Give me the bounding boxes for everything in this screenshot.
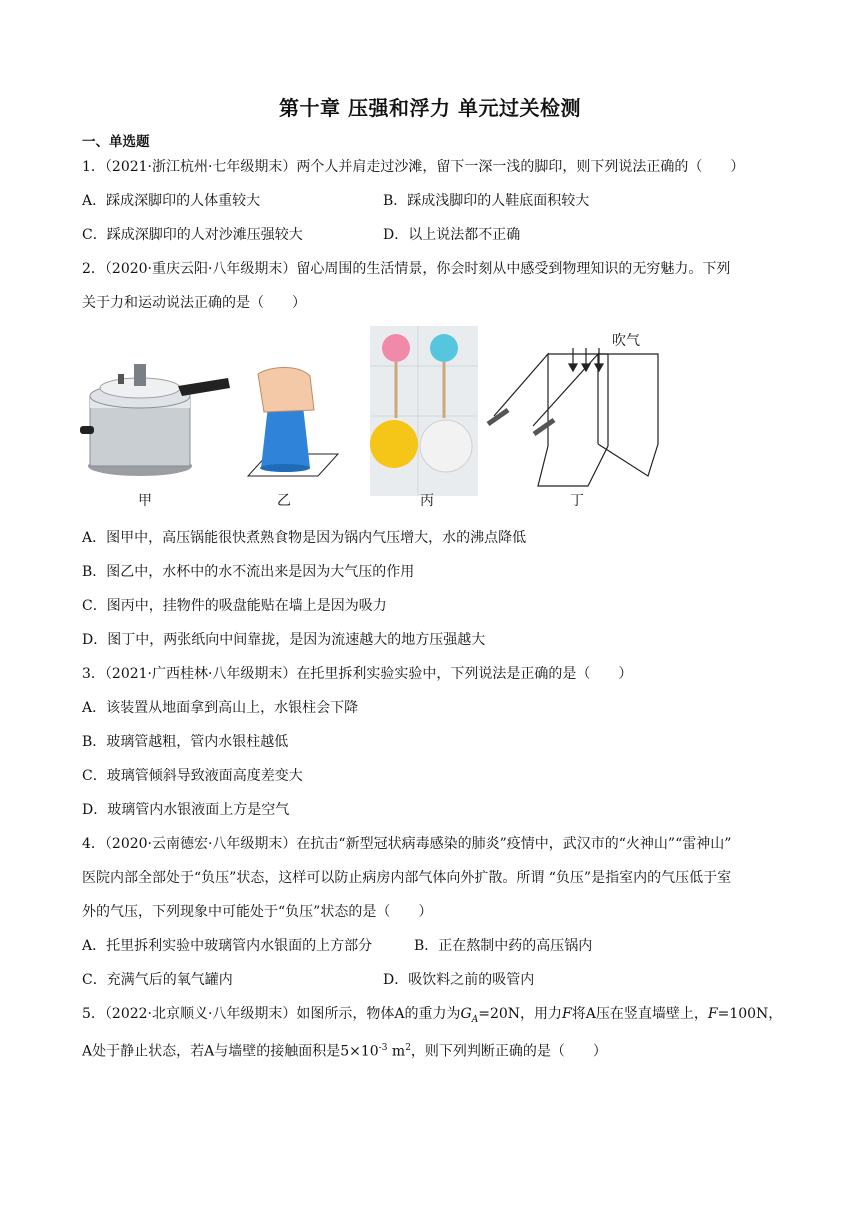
fig-label-bing: 丙 <box>420 493 434 509</box>
q1-option-c: C．踩成深脚印的人对沙滩压强较大 <box>82 227 303 243</box>
q5-text-1: 5．（2022·北京顺义·八年级期末）如图所示，物体A的重力为 <box>82 1006 461 1022</box>
q1-stem: 1．（2021·浙江杭州·七年级期末）两个人并肩走过沙滩，留下一深一浅的脚印，则下列说法正确的（ ） <box>82 159 745 175</box>
q3-option-c: C．玻璃管倾斜导致液面高度差变大 <box>82 768 303 784</box>
q4-stem-line2: 医院内部全部处于“负压”状态，这样可以防止病房内部气体向外扩散。所谓 “负压”是指室内的气压低于室 <box>82 870 732 886</box>
q5-text-7: ，则下列判断正确的是（ ） <box>410 1043 607 1060</box>
q5-text-3: 将A压在竖直墙壁上， <box>571 1006 708 1022</box>
q2-figures <box>78 326 668 496</box>
q1-option-a: A．踩成深脚印的人体重较大 <box>82 193 261 209</box>
blow-label: 吹气 <box>612 333 640 349</box>
q5-symbol-f: F <box>562 1006 572 1022</box>
q4-option-c: C．充满气后的氧气罐内 <box>82 972 233 988</box>
q2-option-c: C．图丙中，挂物件的吸盘能贴在墙上是因为吸力 <box>82 598 387 614</box>
q3-option-b: B．玻璃管越粗，管内水银柱越低 <box>82 734 289 750</box>
q4-option-a: A．托里拆利实验中玻璃管内水银面的上方部分 <box>82 938 373 954</box>
fig-label-ding: 丁 <box>570 493 584 509</box>
q5-exponent-2: 2 <box>405 1043 411 1053</box>
q5-stem-line1 <box>82 1004 782 1030</box>
page-title: 第十章 压强和浮力 单元过关检测 <box>279 96 581 120</box>
q5-text-5: A处于静止状态，若A与墙壁的接触面积是5×10 <box>82 1043 379 1060</box>
q5-text-2: =20N，用力 <box>478 1006 563 1022</box>
q5-exponent: -3 <box>378 1043 388 1053</box>
q2-option-b: B．图乙中，水杯中的水不流出来是因为大气压的作用 <box>82 564 415 580</box>
suction-hooks-figure <box>370 326 478 496</box>
section-heading: 一、单选题 <box>82 134 150 150</box>
q4-stem-line3: 外的气压，下列现象中可能处于“负压”状态的是（ ） <box>82 904 433 920</box>
inverted-cup-figure <box>248 368 338 477</box>
q2-stem-line1: 2．（2020·重庆云阳·八年级期末）留心周围的生活情景，你会时刻从中感受到物理知识的无穷魅力。下列 <box>82 261 731 277</box>
q4-option-b: B．正在熬制中药的高压锅内 <box>414 938 593 954</box>
q3-option-d: D．玻璃管内水银液面上方是空气 <box>82 802 290 818</box>
q2-stem-line2: 关于力和运动说法正确的是（ ） <box>82 295 306 311</box>
fig-label-yi: 乙 <box>277 493 291 509</box>
q5-text-6: m <box>387 1043 406 1060</box>
fig-label-jia: 甲 <box>138 493 152 509</box>
q2-option-d: D．图丁中，两张纸向中间靠拢，是因为流速越大的地方压强越大 <box>82 632 486 648</box>
q3-option-a: A．该装置从地面拿到高山上，水银柱会下降 <box>82 700 359 716</box>
q3-stem: 3．（2021·广西桂林·八年级期末）在托里拆利实验实验中，下列说法是正确的是（ ） <box>82 666 633 682</box>
q5-text-4: =100N， <box>717 1006 783 1022</box>
pressure-cooker-figure <box>80 364 230 476</box>
q1-option-d: D．以上说法都不正确 <box>383 227 521 243</box>
q5-symbol-g: G <box>460 1006 472 1022</box>
q5-symbol-g-sub: A <box>471 1014 479 1025</box>
q1-option-b: B．踩成浅脚印的人鞋底面积较大 <box>383 193 590 209</box>
q5-symbol-f2: F <box>707 1006 718 1022</box>
two-papers-figure <box>488 348 658 486</box>
q4-option-d: D．吸饮料之前的吸管内 <box>383 972 535 988</box>
q5-stem-line2 <box>82 1038 607 1062</box>
q4-stem-line1: 4．（2020·云南德宏·八年级期末）在抗击“新型冠状病毒感染的肺炎”疫情中，武汉市的“火神山”“雷神山” <box>82 836 732 852</box>
q2-option-a: A．图甲中，高压锅能很快煮熟食物是因为锅内气压增大，水的沸点降低 <box>82 530 527 546</box>
